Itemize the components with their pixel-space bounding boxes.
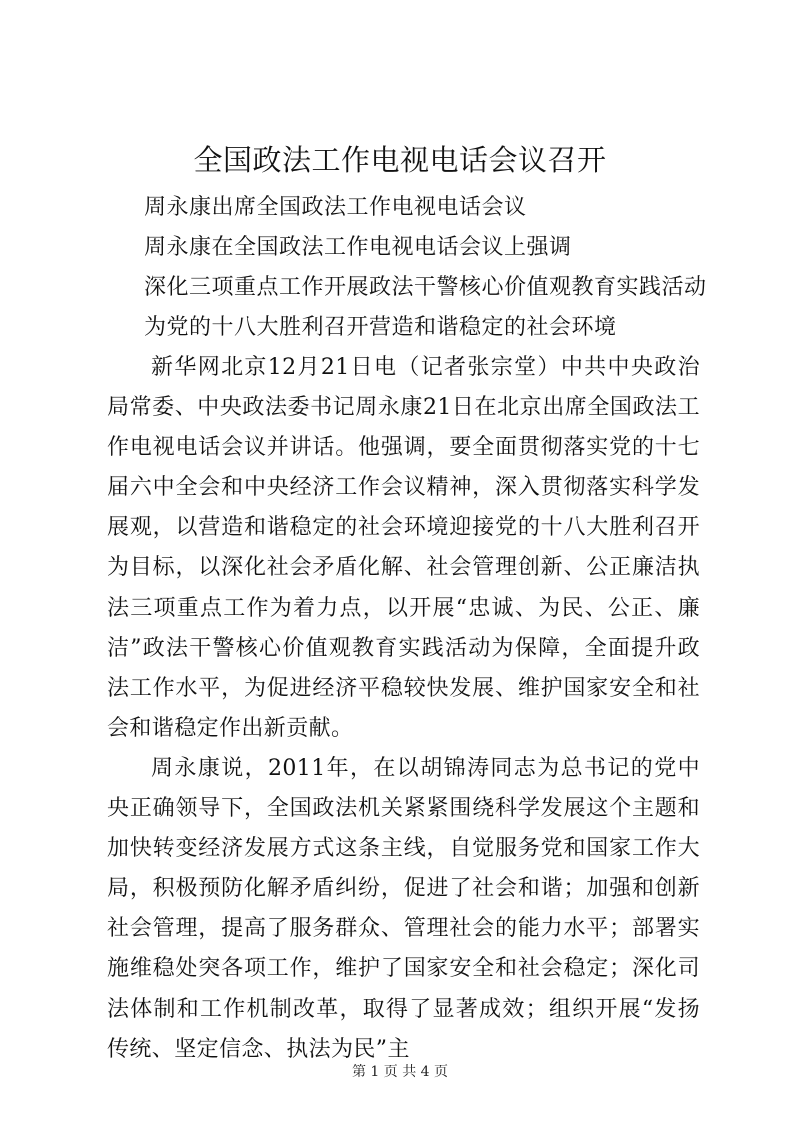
subheading: 周永康在全国政法工作电视电话会议上强调: [144, 235, 572, 260]
subheading: 深化三项重点工作开展政法干警核心价值观教育实践活动: [144, 275, 707, 300]
article-paragraph: 周永康说，2011年，在以胡锦涛同志为总书记的党中央正确领导下，全国政法机关紧紧围绕科学发展这个主题和加快转变经济发展方式这条主线，自觉服务党和国家工作大局，积极预防化解矛盾纠纷，促进了社会和谐；加强和创新社会管理，提高了服务群众、管理社会的能力水平；部署实施维稳处突各项工作，维护了国家安全和社会稳定；深化司法体制和工作机制改革，取得了显著成效；组织开展“发扬传统、坚定信念、执法为民”主: [107, 755, 700, 1062]
page-footer: 第 1 页 共 4 页: [351, 1064, 449, 1080]
subheading-list: [144, 188, 744, 348]
article-paragraph: 新华网北京12月21日电（记者张宗堂）中共中央政治局常委、中央政法委书记周永康21日在北京出席全国政法工作电视电话会议并讲话。他强调，要全面贯彻落实党的十七届六中全会和中央经济工作会议精神，深入贯彻落实科学发展观，以营造和谐稳定的社会环境迎接党的十八大胜利召开为目标，以深化社会矛盾化解、社会管理创新、公正廉洁执法三项重点工作为着力点，以开展“忠诚、为民、公正、廉洁”政法干警核心价值观教育实践活动为保障，全面提升政法工作水平，为促进经济平稳较快发展、维护国家安全和社会和谐稳定作出新贡献。: [107, 355, 700, 741]
document-title: 全国政法工作电视电话会议召开: [193, 143, 607, 177]
subheading: 周永康出席全国政法工作电视电话会议: [144, 195, 527, 220]
subheading: 为党的十八大胜利召开营造和谐稳定的社会环境: [144, 315, 617, 340]
article-body: [107, 348, 700, 1070]
